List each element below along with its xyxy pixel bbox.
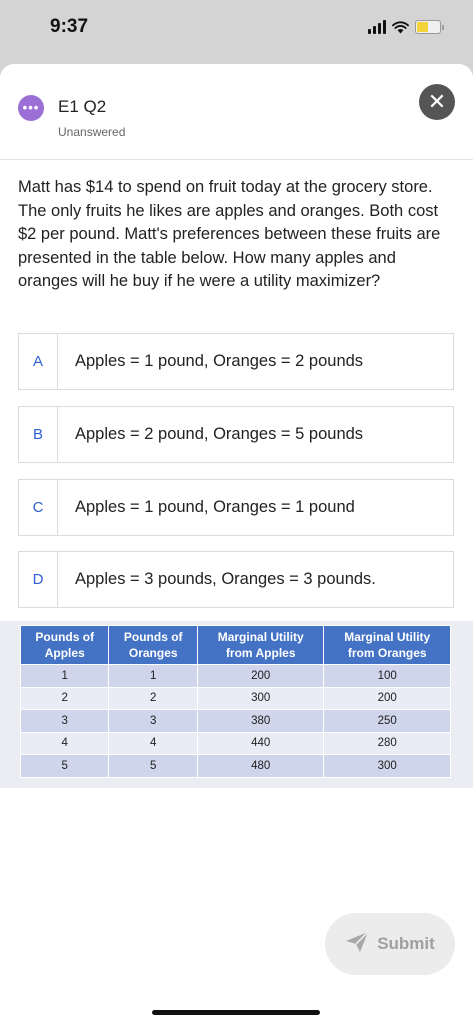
table-cell: 2 xyxy=(21,687,109,710)
question-text: Matt has $14 to spend on fruit today at the grocery store. The only fruits he likes are apples and oranges. Both cost $2 per pound. Matt's preferences between these fruits are presented in the table below. How many apples and oranges will he buy if he were a utility maximizer? xyxy=(18,178,441,290)
question-sheet xyxy=(0,64,473,1024)
table-cell: 3 xyxy=(21,710,109,733)
option-text: Apples = 2 pound, Oranges = 5 pounds xyxy=(75,425,364,443)
table-cell: 100 xyxy=(324,665,451,688)
status-bar xyxy=(0,0,473,58)
question-header xyxy=(0,64,473,160)
table-row xyxy=(21,710,451,733)
status-icons xyxy=(368,20,441,34)
close-button[interactable] xyxy=(419,84,455,120)
table-header-row xyxy=(21,626,451,665)
table-row xyxy=(21,755,451,778)
table-row xyxy=(21,665,451,688)
option-letter: A xyxy=(19,334,58,389)
signal-icon xyxy=(368,20,386,34)
battery-icon xyxy=(415,20,441,34)
table-cell: 440 xyxy=(197,732,324,755)
option-d[interactable] xyxy=(18,551,454,608)
wifi-icon xyxy=(392,21,409,34)
table-cell: 280 xyxy=(324,732,451,755)
table-cell: 1 xyxy=(109,665,197,688)
table-cell: 300 xyxy=(324,755,451,778)
table-cell: 300 xyxy=(197,687,324,710)
table-row xyxy=(21,732,451,755)
option-text: Apples = 3 pounds, Oranges = 3 pounds. xyxy=(75,570,376,588)
table-cell: 200 xyxy=(324,687,451,710)
option-letter: D xyxy=(19,552,58,607)
table-cell: 380 xyxy=(197,710,324,733)
table-row xyxy=(21,687,451,710)
option-letter: B xyxy=(19,407,58,462)
option-text: Apples = 1 pound, Oranges = 2 pounds xyxy=(75,352,364,370)
table-cell: 5 xyxy=(21,755,109,778)
home-indicator[interactable] xyxy=(152,1010,320,1015)
question-avatar-icon: ••• xyxy=(18,95,44,121)
option-b[interactable] xyxy=(18,406,454,463)
table-cell: 3 xyxy=(109,710,197,733)
option-a[interactable] xyxy=(18,333,454,390)
option-c[interactable] xyxy=(18,479,454,536)
option-text: Apples = 1 pound, Oranges = 1 pound xyxy=(75,498,355,516)
table-cell: 2 xyxy=(109,687,197,710)
question-id: E1 Q2 xyxy=(58,97,107,116)
table-cell: 4 xyxy=(109,732,197,755)
send-icon xyxy=(345,931,369,958)
column-header: Marginal Utility from Oranges xyxy=(324,626,451,665)
table-cell: 250 xyxy=(324,710,451,733)
submit-button[interactable] xyxy=(325,913,455,975)
table-cell: 4 xyxy=(21,732,109,755)
status-time: 9:37 xyxy=(50,16,89,37)
close-icon: ✕ xyxy=(427,89,447,114)
utility-table xyxy=(20,625,451,778)
submit-label: Submit xyxy=(377,934,435,953)
column-header: Marginal Utility from Apples xyxy=(197,626,324,665)
option-letter: C xyxy=(19,480,58,535)
table-cell: 480 xyxy=(197,755,324,778)
utility-table-image xyxy=(0,621,473,788)
table-cell: 1 xyxy=(21,665,109,688)
column-header: Pounds of Oranges xyxy=(109,626,197,665)
answer-status: Unanswered xyxy=(58,125,126,139)
table-cell: 200 xyxy=(197,665,324,688)
column-header: Pounds of Apples xyxy=(21,626,109,665)
table-cell: 5 xyxy=(109,755,197,778)
